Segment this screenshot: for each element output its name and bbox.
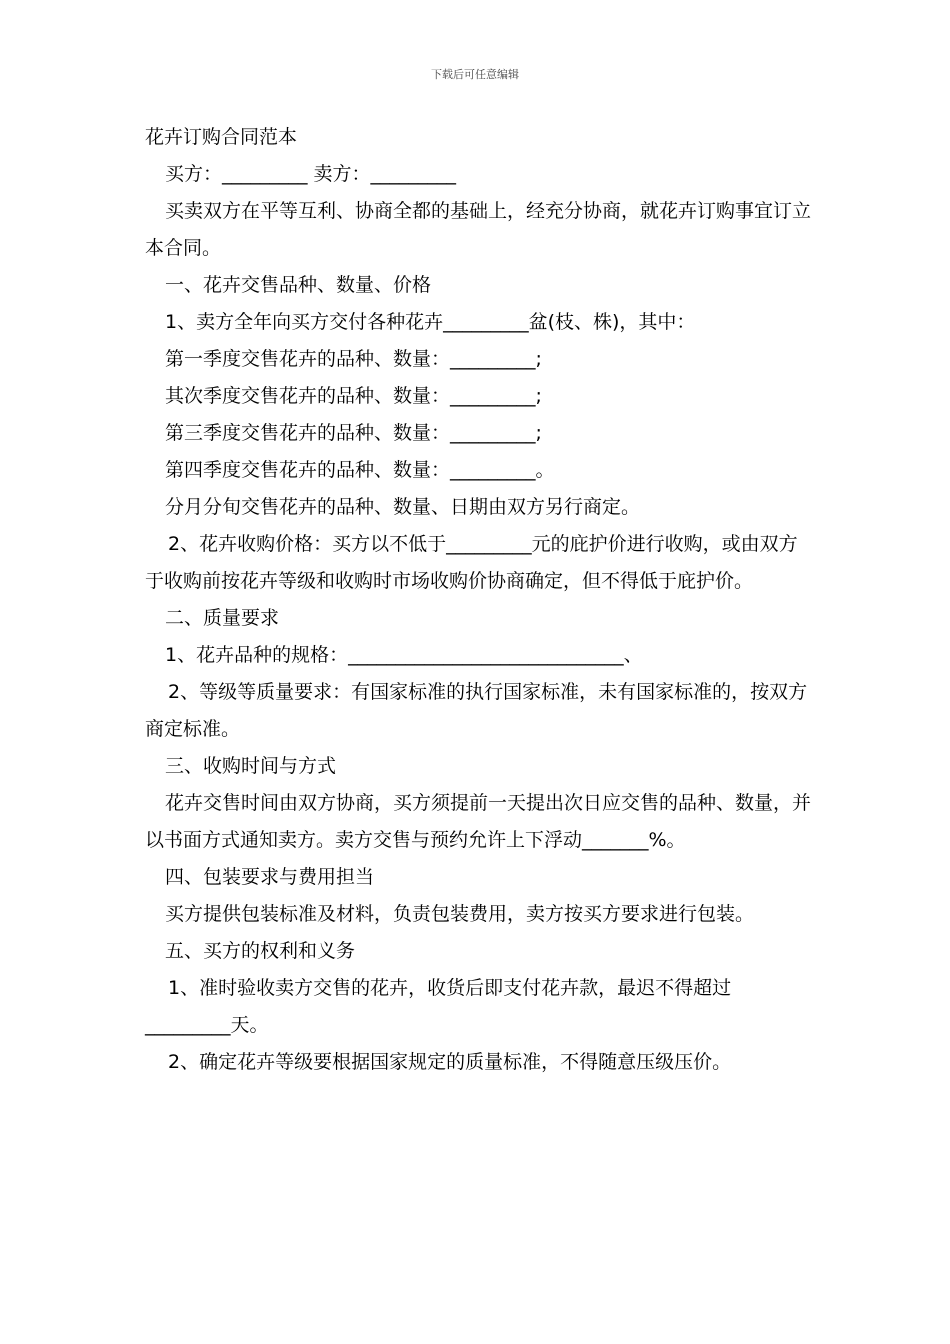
clause: 2、确定花卉等级要根据国家规定的质量标准，不得随意压级压价。 [168,1051,732,1073]
section-heading: 二、质量要求 [165,607,280,629]
section-heading: 四、包装要求与费用担当 [165,866,375,888]
clause: 第一季度交售花卉的品种、数量：_________; [165,348,542,370]
clause: 第四季度交售花卉的品种、数量：_________。 [165,459,555,481]
clause: 其次季度交售花卉的品种、数量：_________; [165,385,542,407]
clause: 1、准时验收卖方交售的花卉，收货后即支付花卉款，最迟不得超过_________天。 [145,977,732,1036]
clause: 第三季度交售花卉的品种、数量：_________; [165,422,542,444]
clause: 2、等级等质量要求：有国家标准的执行国家标准，未有国家标准的，按双方商定标准。 [145,681,808,740]
clause: 买方提供包装标准及材料，负责包装费用，卖方按买方要求进行包装。 [165,903,755,925]
section-heading: 一、花卉交售品种、数量、价格 [165,274,432,296]
page-header-note: 下载后可任意编辑 [431,68,519,81]
section-heading: 五、买方的权利和义务 [165,940,356,962]
intro-paragraph: 买卖双方在平等互利、协商全都的基础上，经充分协商，就花卉订购事宜订立本合同。 [145,200,812,259]
clause: 2、花卉收购价格：买方以不低于_________元的庇护价进行收购，或由双方于收购前按花卉等级和收购时市场收购价协商确定，但不得低于庇护价。 [145,533,798,592]
clause: 花卉交售时间由双方协商，买方须提前一天提出次日应交售的品种、数量，并以书面方式通知卖方。卖方交售与预约允许上下浮动_______%。 [145,792,812,851]
clause: 1、卖方全年向买方交付各种花卉_________盆(枝、株)，其中： [165,311,696,333]
contract-body [145,119,815,1081]
section-heading: 三、收购时间与方式 [165,755,337,777]
clause: 分月分旬交售花卉的品种、数量、日期由双方另行商定。 [165,496,641,518]
contract-title: 花卉订购合同范本 [145,126,298,148]
parties-line: 买方：_________ 卖方：_________ [165,163,457,185]
clause: 1、花卉品种的规格：_____________________________、 [165,644,643,666]
